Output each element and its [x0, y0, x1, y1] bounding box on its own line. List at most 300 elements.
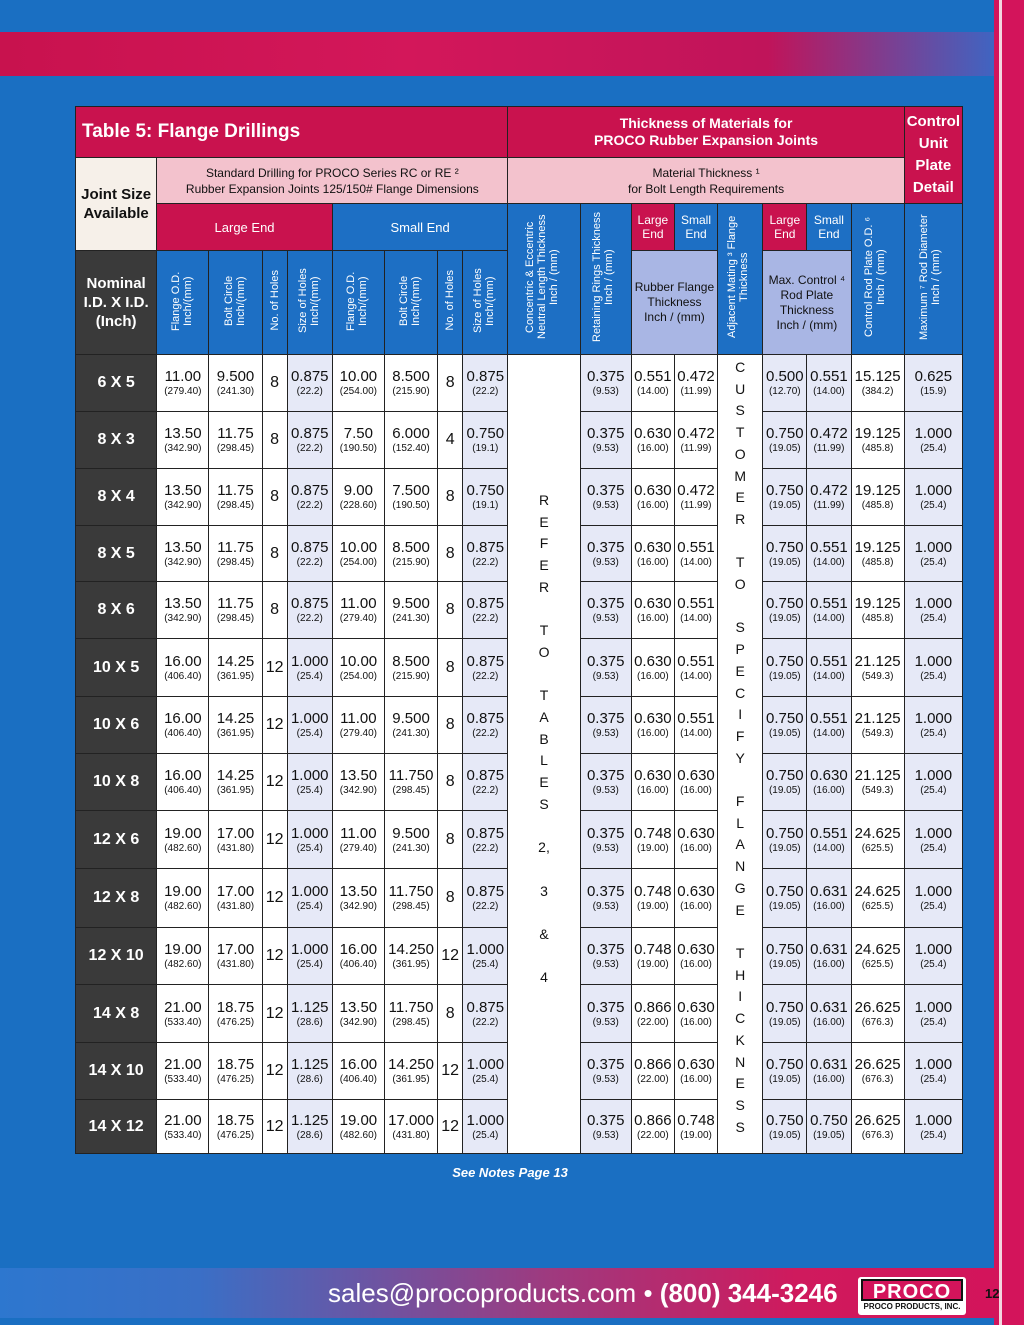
retaining-rings-cell-mm: (9.53)	[592, 613, 619, 624]
large-flange-od-cell-value: 13.50	[164, 425, 202, 442]
customer-to-specify-cell-char: R	[735, 510, 746, 527]
large-size-holes-cell-value: 1.125	[290, 998, 329, 1016]
rubber-large-end-cell	[631, 469, 674, 526]
rod-plate-small-end-cell-mm: (14.00)	[813, 556, 845, 568]
max-control-line-3: Thickness	[779, 302, 834, 317]
small-holes-cell: 8	[438, 811, 463, 869]
customer-to-specify-cell-char: A	[735, 836, 745, 853]
large-holes-cell: 8	[262, 412, 287, 469]
rod-plate-large-end-cell-value: 0.750	[766, 652, 804, 670]
large-flange-od-cell-mm: (342.90)	[164, 443, 202, 454]
joint-size-cell: 14 X 8	[76, 985, 157, 1043]
customer-to-specify-cell-char: M	[734, 467, 746, 484]
large-flange-od-cell-value: 16.00	[164, 710, 202, 727]
refer-to-tables-cell-char: E	[539, 513, 549, 530]
max-rod-diameter-cell-value: 1.000	[914, 538, 953, 556]
rubber-small-end-cell-value: 0.630	[677, 941, 715, 958]
rod-plate-small-end-line-2: End	[818, 227, 840, 241]
small-size-holes-cell-value: 0.875	[466, 883, 505, 900]
control-rod-od-cell	[851, 1043, 904, 1100]
rubber-large-end-cell-mm: (16.00)	[637, 500, 669, 511]
rubber-small-end-cell	[674, 412, 717, 469]
max-rod-diameter-cell-mm: (25.4)	[920, 1074, 947, 1085]
rod-plate-large-end-cell-mm: (19.05)	[768, 728, 801, 739]
retaining-rings-cell-value: 0.375	[586, 652, 625, 670]
rubber-small-end-cell-value: 0.551	[677, 538, 715, 556]
rubber-large-end-cell-mm: (16.00)	[637, 785, 669, 796]
max-rod-diameter-cell-value: 1.000	[914, 1056, 953, 1073]
max-rod-diameter-cell-value: 1.000	[914, 652, 953, 670]
small-flange-od-cell-mm: (342.90)	[339, 785, 378, 796]
large-flange-od-cell-value: 19.00	[164, 824, 202, 842]
max-control-line-1: Max. Control ⁴	[768, 272, 846, 287]
control-unit-line-1: Control Unit	[906, 113, 961, 152]
rod-plate-small-end-cell-value: 0.472	[810, 482, 848, 499]
rubber-small-end-cell	[674, 928, 717, 985]
retaining-rings-cell-mm: (9.53)	[592, 959, 619, 970]
small-size-holes-cell-value: 0.750	[466, 425, 505, 442]
small-holes-cell: 8	[438, 469, 463, 526]
rubber-small-end-line-2: End	[685, 227, 707, 241]
retaining-rings-cell-mm: (9.53)	[592, 670, 619, 682]
customer-to-specify-cell-char: C	[735, 684, 746, 701]
retaining-rings-cell-value: 0.375	[586, 998, 625, 1016]
rubber-large-end-cell-mm: (16.00)	[637, 443, 669, 454]
rubber-large-end-cell	[631, 1043, 674, 1100]
max-rod-diameter-cell-value: 1.000	[914, 595, 953, 612]
rod-plate-small-end-cell-value: 0.551	[810, 710, 848, 727]
small-flange-od-cell	[332, 754, 384, 811]
control-rod-od-cell-value: 24.625	[854, 824, 901, 842]
small-flange-od-cell	[332, 639, 384, 697]
large-bolt-circle-cell-mm: (241.30)	[216, 386, 255, 397]
max-rod-diameter-cell-mm: (25.4)	[920, 842, 947, 854]
customer-to-specify-cell-char: S	[735, 619, 745, 636]
small-bolt-circle-cell-value: 14.250	[388, 1056, 434, 1073]
rod-plate-small-end-cell	[807, 639, 851, 697]
rod-plate-small-end-cell	[807, 526, 851, 582]
control-rod-od-cell-value: 26.625	[854, 1111, 901, 1129]
small-flange-od-cell-mm: (279.40)	[339, 728, 378, 739]
rubber-small-end-cell-value: 0.630	[677, 883, 715, 900]
small-flange-od-cell	[332, 582, 384, 639]
large-size-holes-cell-value: 1.000	[290, 767, 329, 784]
right-strip-line	[999, 0, 1002, 1325]
small-size-holes-cell	[463, 582, 508, 639]
small-bolt-circle-cell-value: 8.500	[392, 652, 430, 670]
large-flange-od-cell	[157, 811, 209, 869]
joint-size-cell: 12 X 10	[76, 928, 157, 985]
large-size-holes-label: Size of Holes Inch/(mm)	[296, 268, 321, 333]
large-flange-od-label: Flange O.D. Inch/(mm)	[169, 270, 194, 331]
customer-to-specify-cell-char: U	[735, 380, 746, 397]
small-bolt-circle-cell-mm: (361.95)	[392, 1074, 430, 1085]
small-flange-od-cell-value: 7.50	[343, 425, 373, 442]
refer-to-tables-cell-char: E	[539, 774, 549, 791]
rubber-small-end-cell-mm: (16.00)	[680, 1074, 712, 1085]
max-rod-diameter-cell-mm: (25.4)	[920, 1129, 947, 1141]
rod-plate-large-end-line-2: End	[774, 227, 796, 241]
small-bolt-circle-cell	[384, 526, 437, 582]
rod-plate-small-end-cell	[807, 811, 851, 869]
small-bolt-circle-cell-value: 8.500	[392, 368, 430, 385]
large-flange-od-cell	[157, 469, 209, 526]
small-bolt-circle-cell-mm: (241.30)	[392, 728, 430, 739]
large-flange-od-cell-mm: (342.90)	[164, 500, 202, 511]
control-rod-od-cell	[851, 869, 904, 928]
retaining-rings-cell	[580, 412, 631, 469]
rod-plate-large-end-cell-value: 0.750	[766, 941, 804, 958]
max-rod-diameter-cell	[904, 811, 962, 869]
rubber-small-end-cell-mm: (11.99)	[680, 386, 712, 397]
customer-to-specify-cell-char: L	[736, 814, 745, 831]
small-size-holes-header	[463, 251, 508, 355]
customer-to-specify-cell-char: T	[735, 424, 745, 441]
retaining-rings-cell-mm: (9.53)	[592, 785, 619, 796]
small-flange-od-cell-mm: (279.40)	[339, 842, 378, 854]
max-rod-diameter-cell-mm: (15.9)	[920, 386, 947, 397]
max-rod-diameter-cell-value: 1.000	[914, 883, 953, 900]
rod-plate-large-end-cell	[763, 697, 807, 754]
customer-to-specify-cell-char: H	[735, 966, 746, 983]
small-bolt-circle-cell-mm: (190.50)	[392, 500, 430, 511]
retaining-rings-cell-value: 0.375	[586, 482, 625, 499]
rod-plate-large-end-header	[763, 204, 807, 251]
retaining-rings-cell-value: 0.375	[586, 368, 625, 385]
small-size-holes-cell-mm: (25.4)	[472, 959, 499, 970]
large-size-holes-header	[287, 251, 332, 355]
control-rod-od-cell	[851, 526, 904, 582]
retaining-rings-cell-value: 0.375	[586, 538, 625, 556]
large-bolt-circle-cell	[209, 1043, 262, 1100]
rubber-large-end-cell-mm: (19.00)	[637, 901, 669, 912]
rod-plate-small-end-cell-value: 0.551	[810, 538, 848, 556]
rod-plate-small-end-cell-value: 0.631	[810, 883, 848, 900]
control-rod-od-label: Control Rod Plate O.D. ⁶ Inch / (mm)	[862, 216, 887, 338]
rod-plate-large-end-cell	[763, 412, 807, 469]
small-flange-od-cell-value: 13.50	[339, 998, 378, 1016]
material-thickness-line-2: for Bolt Length Requirements	[628, 181, 785, 196]
rod-plate-large-end-cell-value: 0.750	[766, 998, 804, 1016]
customer-to-specify-cell-char: S	[735, 402, 745, 419]
small-size-holes-cell	[463, 928, 508, 985]
rod-plate-small-end-cell-value: 0.551	[810, 652, 848, 670]
control-rod-od-cell-value: 19.125	[854, 595, 901, 612]
small-bolt-circle-cell-mm: (215.90)	[392, 670, 430, 682]
rubber-large-end-cell-value: 0.748	[634, 941, 672, 958]
refer-to-tables-cell-char: T	[539, 687, 549, 704]
rubber-small-end-cell	[674, 469, 717, 526]
large-flange-od-cell	[157, 355, 209, 412]
large-holes-cell: 8	[262, 469, 287, 526]
rod-plate-small-end-cell-value: 0.631	[810, 941, 848, 958]
large-flange-od-cell	[157, 412, 209, 469]
large-size-holes-cell	[287, 697, 332, 754]
small-bolt-circle-cell-value: 6.000	[392, 425, 430, 442]
retaining-rings-cell	[580, 1100, 631, 1154]
customer-to-specify-cell-char: E	[735, 1075, 745, 1092]
rod-plate-large-end-cell-value: 0.750	[766, 595, 804, 612]
max-control-rod-header	[763, 251, 851, 355]
large-size-holes-cell	[287, 355, 332, 412]
retaining-rings-cell-mm: (9.53)	[592, 1129, 619, 1141]
large-holes-cell: 8	[262, 582, 287, 639]
small-size-holes-cell-value: 0.875	[466, 824, 505, 842]
rubber-large-end-cell-mm: (14.00)	[637, 386, 669, 397]
rubber-large-end-cell-value: 0.630	[634, 652, 672, 670]
rubber-large-end-cell-value: 0.630	[634, 482, 672, 499]
control-rod-od-cell	[851, 697, 904, 754]
rubber-small-end-line-1: Small	[681, 213, 712, 227]
small-bolt-circle-cell-value: 9.500	[392, 824, 430, 842]
control-rod-od-cell-mm: (384.2)	[861, 386, 894, 397]
max-rod-diameter-cell	[904, 985, 962, 1043]
small-bolt-circle-cell	[384, 928, 437, 985]
rod-plate-small-end-cell-value: 0.631	[810, 998, 848, 1016]
max-rod-diameter-cell-mm: (25.4)	[920, 959, 947, 970]
max-rod-diameter-cell	[904, 1100, 962, 1154]
customer-to-specify-cell-char: O	[734, 445, 746, 462]
small-flange-od-cell-value: 10.00	[339, 538, 378, 556]
refer-to-tables-cell-char	[508, 664, 579, 686]
small-bolt-circle-cell-value: 11.750	[388, 883, 434, 900]
small-flange-od-cell-mm: (482.60)	[339, 1129, 378, 1141]
small-flange-od-cell-value: 11.00	[340, 710, 377, 727]
rod-plate-small-end-cell-value: 0.630	[810, 767, 848, 784]
max-rod-diameter-cell-mm: (25.4)	[920, 670, 947, 682]
rubber-small-end-cell	[674, 1043, 717, 1100]
small-size-holes-cell-mm: (22.2)	[472, 1016, 499, 1028]
rubber-large-end-cell-mm: (19.00)	[637, 959, 669, 970]
control-rod-od-cell-value: 15.125	[854, 368, 901, 385]
small-bolt-circle-cell-value: 9.500	[392, 595, 430, 612]
customer-to-specify-cell-char: T	[735, 944, 745, 961]
rod-plate-large-end-cell-value: 0.750	[766, 1111, 804, 1129]
large-bolt-circle-cell	[209, 1100, 262, 1154]
large-bolt-circle-cell-mm: (476.25)	[216, 1074, 255, 1085]
control-rod-od-cell-mm: (485.8)	[861, 556, 894, 568]
large-bolt-circle-cell-value: 11.75	[217, 425, 254, 442]
rubber-small-end-cell-value: 0.630	[677, 767, 715, 784]
large-bolt-circle-cell	[209, 697, 262, 754]
refer-to-tables-cell-char: 3	[540, 882, 548, 899]
rod-plate-large-end-cell-mm: (19.05)	[768, 959, 801, 970]
joint-size-line-2: Available	[83, 205, 149, 222]
small-size-holes-cell-value: 0.875	[466, 368, 505, 385]
small-flange-od-cell-mm: (342.90)	[339, 1016, 378, 1028]
rubber-large-end-cell	[631, 754, 674, 811]
rubber-large-end-cell-value: 0.630	[634, 425, 672, 442]
large-holes-cell: 12	[262, 754, 287, 811]
nominal-header	[76, 251, 157, 355]
large-flange-od-cell-value: 21.00	[164, 998, 202, 1016]
small-bolt-circle-cell-value: 7.500	[392, 482, 430, 499]
large-size-holes-cell-value: 1.000	[290, 710, 329, 727]
max-rod-diameter-cell-mm: (25.4)	[920, 901, 947, 912]
small-flange-od-label: Flange O.D. Inch/(mm)	[345, 270, 370, 331]
max-rod-diameter-cell	[904, 928, 962, 985]
small-size-holes-cell-mm: (22.2)	[472, 728, 499, 739]
rubber-large-end-cell-value: 0.748	[634, 883, 672, 900]
large-size-holes-cell-mm: (28.6)	[296, 1129, 323, 1141]
rubber-small-end-cell	[674, 985, 717, 1043]
concentric-label: Concentric & Eccentric Neutral Length Thickness Inch / (mm)	[524, 214, 561, 340]
small-bolt-circle-cell	[384, 469, 437, 526]
rod-plate-large-end-cell-value: 0.750	[766, 482, 804, 499]
small-bolt-circle-cell-mm: (241.30)	[392, 842, 430, 854]
rubber-flange-line-3: Inch / (mm)	[644, 310, 705, 324]
rubber-small-end-cell	[674, 639, 717, 697]
small-bolt-circle-cell	[384, 1043, 437, 1100]
customer-to-specify-cell-char	[718, 531, 762, 553]
flange-drillings-table	[75, 106, 963, 1154]
retaining-rings-cell-value: 0.375	[586, 710, 625, 727]
max-rod-diameter-cell	[904, 697, 962, 754]
rod-plate-small-end-cell-mm: (16.00)	[813, 959, 845, 970]
joint-size-cell: 8 X 4	[76, 469, 157, 526]
email-link[interactable]: sales@procoproducts.com	[328, 1278, 637, 1308]
control-rod-od-cell-value: 19.125	[854, 425, 901, 442]
large-bolt-circle-cell-mm: (476.25)	[216, 1016, 255, 1028]
max-rod-diameter-cell-mm: (25.4)	[920, 785, 947, 796]
rod-plate-large-end-cell	[763, 355, 807, 412]
small-flange-od-header	[332, 251, 384, 355]
max-rod-diameter-cell-value: 1.000	[914, 767, 953, 784]
large-holes-cell: 12	[262, 869, 287, 928]
rubber-small-end-cell	[674, 811, 717, 869]
small-bolt-circle-cell	[384, 697, 437, 754]
max-rod-diameter-cell-value: 1.000	[914, 998, 953, 1016]
large-size-holes-cell-mm: (25.4)	[296, 901, 323, 912]
small-flange-od-cell	[332, 412, 384, 469]
retaining-rings-cell	[580, 582, 631, 639]
rod-plate-large-end-cell-mm: (12.70)	[768, 386, 801, 397]
large-size-holes-cell-value: 1.000	[290, 883, 329, 900]
large-size-holes-cell	[287, 526, 332, 582]
control-rod-od-cell-mm: (485.8)	[861, 613, 894, 624]
retaining-rings-cell-mm: (9.53)	[592, 842, 619, 854]
control-rod-od-cell-mm: (676.3)	[861, 1129, 894, 1141]
small-holes-header	[438, 251, 463, 355]
control-rod-od-cell	[851, 412, 904, 469]
rubber-small-end-header	[674, 204, 717, 251]
rubber-flange-line-1: Rubber Flange	[634, 280, 715, 294]
joint-size-cell: 8 X 5	[76, 526, 157, 582]
small-size-holes-cell	[463, 355, 508, 412]
retaining-rings-cell-mm: (9.53)	[592, 728, 619, 739]
small-size-holes-cell-mm: (22.2)	[472, 901, 499, 912]
control-rod-od-cell	[851, 639, 904, 697]
rod-plate-large-end-cell-mm: (19.05)	[768, 901, 801, 912]
large-bolt-circle-cell-value: 17.00	[216, 883, 255, 900]
control-rod-od-cell-value: 21.125	[854, 652, 901, 670]
rod-plate-large-end-cell-value: 0.750	[766, 425, 804, 442]
rubber-large-end-cell	[631, 582, 674, 639]
rubber-large-end-cell-mm: (16.00)	[637, 556, 669, 568]
large-bolt-circle-cell	[209, 869, 262, 928]
joint-size-cell: 12 X 8	[76, 869, 157, 928]
small-flange-od-cell-value: 11.00	[340, 595, 377, 612]
large-flange-od-cell-mm: (406.40)	[164, 785, 202, 796]
large-size-holes-cell-mm: (25.4)	[296, 670, 323, 682]
rubber-small-end-cell-value: 0.748	[677, 1111, 715, 1129]
small-flange-od-cell	[332, 1100, 384, 1154]
nominal-line-2: I.D. X I.D.	[83, 294, 149, 311]
small-size-holes-cell-value: 1.000	[466, 1056, 505, 1073]
control-rod-od-cell-mm: (549.3)	[861, 728, 894, 739]
thickness-header-line-2: PROCO Rubber Expansion Joints	[594, 132, 819, 148]
rod-plate-small-end-cell	[807, 412, 851, 469]
rubber-small-end-cell-mm: (16.00)	[680, 842, 712, 854]
small-size-holes-cell	[463, 811, 508, 869]
rubber-small-end-cell-mm: (19.00)	[680, 1129, 712, 1141]
small-holes-cell: 12	[438, 1100, 463, 1154]
max-rod-diameter-cell-value: 1.000	[914, 941, 953, 958]
rod-plate-small-end-cell-mm: (11.99)	[813, 443, 845, 454]
rod-plate-small-end-cell-value: 0.551	[810, 824, 848, 842]
customer-to-specify-cell-char: N	[735, 1053, 746, 1070]
small-bolt-circle-cell-mm: (361.95)	[392, 959, 430, 970]
retaining-rings-cell-mm: (9.53)	[592, 443, 619, 454]
small-flange-od-cell-mm: (228.60)	[339, 500, 378, 511]
rod-plate-large-end-cell-value: 0.750	[766, 883, 804, 900]
customer-to-specify-cell-char: F	[735, 727, 745, 744]
rod-plate-small-end-cell-mm: (19.05)	[813, 1129, 845, 1141]
rod-plate-large-end-cell-mm: (19.05)	[768, 556, 801, 568]
rubber-small-end-cell-value: 0.472	[677, 482, 715, 499]
large-size-holes-cell	[287, 985, 332, 1043]
bullet-separator: •	[643, 1278, 653, 1308]
retaining-rings-cell-mm: (9.53)	[592, 1074, 619, 1085]
small-holes-cell: 12	[438, 1043, 463, 1100]
large-size-holes-cell-mm: (22.2)	[296, 500, 323, 511]
control-rod-od-cell-mm: (549.3)	[861, 670, 894, 682]
small-bolt-circle-header	[384, 251, 437, 355]
small-size-holes-cell	[463, 412, 508, 469]
rubber-large-end-cell-mm: (19.00)	[637, 842, 669, 854]
large-bolt-circle-cell-mm: (298.45)	[216, 443, 255, 454]
small-bolt-circle-cell-mm: (298.45)	[392, 901, 430, 912]
phone-number[interactable]: (800) 344-3246	[659, 1278, 838, 1308]
small-bolt-circle-cell-value: 11.750	[388, 767, 434, 784]
small-size-holes-cell-mm: (22.2)	[472, 842, 499, 854]
large-holes-cell: 12	[262, 697, 287, 754]
max-rod-diameter-cell	[904, 469, 962, 526]
large-bolt-circle-cell-value: 17.00	[216, 824, 255, 842]
large-flange-od-cell	[157, 985, 209, 1043]
table-row	[76, 355, 963, 412]
small-bolt-circle-cell-mm: (241.30)	[392, 613, 430, 624]
large-bolt-circle-cell-mm: (431.80)	[216, 959, 255, 970]
small-size-holes-cell-mm: (19.1)	[472, 500, 499, 511]
rod-plate-small-end-cell	[807, 697, 851, 754]
large-bolt-circle-cell	[209, 469, 262, 526]
small-holes-cell: 8	[438, 697, 463, 754]
rod-plate-small-end-cell-value: 0.750	[810, 1111, 848, 1129]
large-bolt-circle-cell-mm: (476.25)	[216, 1129, 255, 1141]
max-rod-diameter-cell	[904, 412, 962, 469]
large-size-holes-cell	[287, 869, 332, 928]
rubber-small-end-cell-mm: (14.00)	[680, 728, 712, 739]
max-rod-diameter-cell	[904, 1043, 962, 1100]
rubber-small-end-cell	[674, 869, 717, 928]
customer-to-specify-cell-char: N	[735, 858, 746, 875]
rod-plate-small-end-cell	[807, 1043, 851, 1100]
large-bolt-circle-cell-value: 9.500	[216, 368, 255, 385]
control-rod-od-cell-value: 26.625	[854, 1056, 901, 1073]
rod-plate-small-end-cell-mm: (14.00)	[813, 613, 845, 624]
rubber-small-end-cell-value: 0.551	[677, 652, 715, 670]
